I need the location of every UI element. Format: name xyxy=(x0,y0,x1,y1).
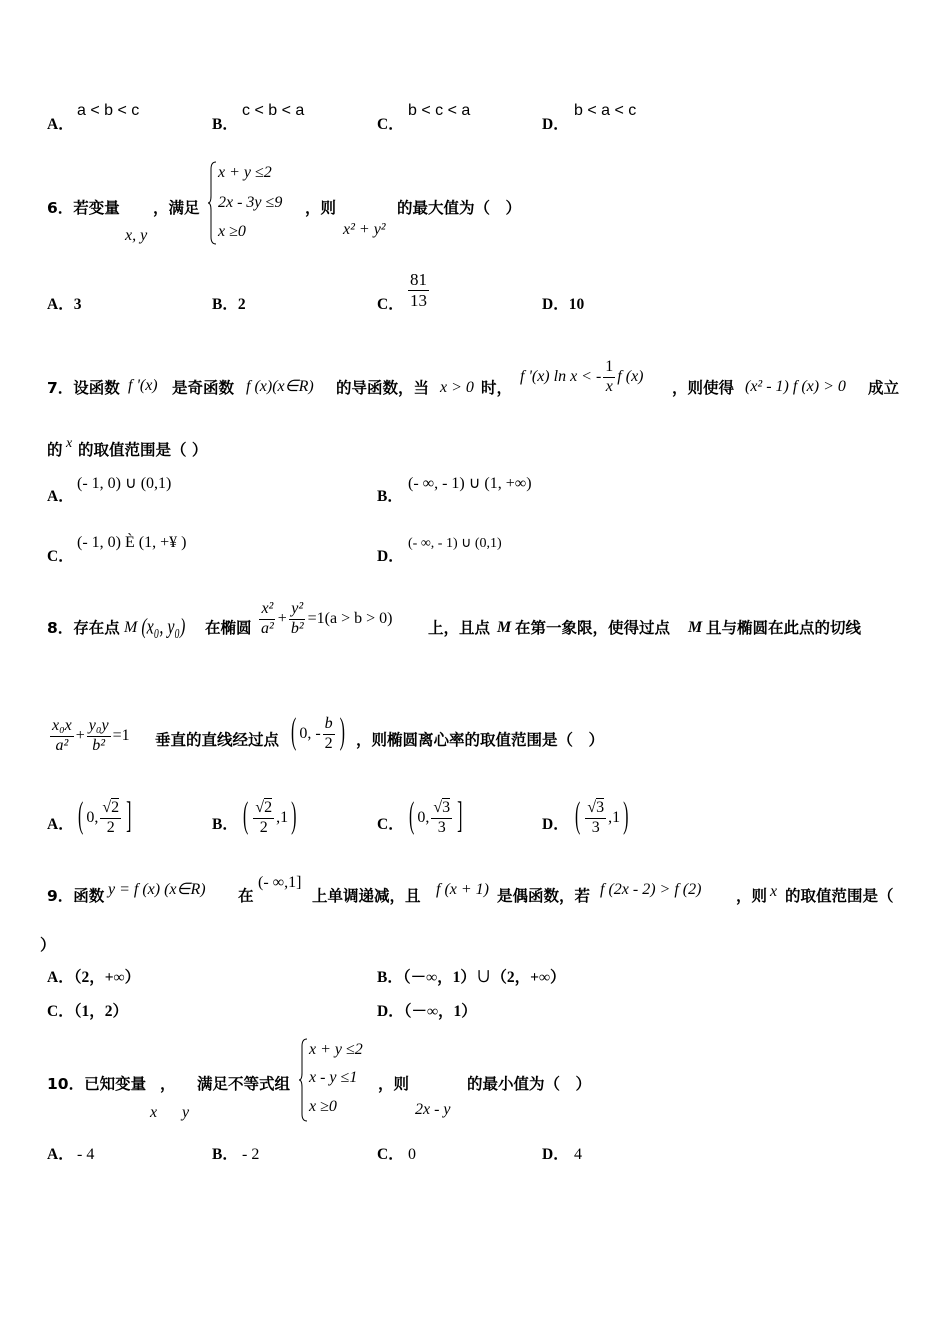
q7-line2-variable: x xyxy=(66,436,73,451)
q8-point-m-ref-2: M xyxy=(688,619,703,636)
q8-ellipse-equation xyxy=(257,594,392,644)
q8-option-d-label: D． xyxy=(542,816,569,833)
q7-text-4: 时， xyxy=(481,379,513,397)
q9-text-2: 在 xyxy=(238,887,254,905)
q8-option-d-open: ( xyxy=(575,797,581,837)
q6-option-c-numerator: 81 xyxy=(410,270,427,289)
q8-tangent-rest: =1 xyxy=(112,727,130,745)
sqrt-sign: √ xyxy=(433,799,443,817)
q8-option-a-close: ] xyxy=(126,797,132,837)
q8-tangent-y-denominator: b² xyxy=(92,736,106,754)
q9-stem-start xyxy=(47,887,104,906)
q10-target-expression: 2x - y xyxy=(415,1101,451,1118)
q6-system-line-1: x + y ≤2 xyxy=(218,164,272,181)
q8-text-3: 上，且点 xyxy=(428,619,491,637)
q10-option-a-value: - 4 xyxy=(77,1146,95,1163)
q8-option-d-interval xyxy=(572,790,631,846)
q6-option-c-label: C． xyxy=(377,296,404,313)
q8-point-left: 0, - xyxy=(299,725,321,743)
q8-point-m-ref-1: M xyxy=(497,619,512,636)
q6-option-d-label: D． xyxy=(542,296,569,313)
q10-variable-y: y xyxy=(182,1104,190,1121)
q6-option-a-value: 3 xyxy=(73,296,82,313)
q6-option-c-fraction xyxy=(408,270,429,310)
q7-stem-start xyxy=(47,379,120,398)
q9-option-d xyxy=(377,1003,477,1022)
q8-tangent-plus: + xyxy=(75,727,85,745)
q8-point-m xyxy=(124,614,185,642)
q9-shifted-function: f (x + 1) xyxy=(436,881,489,898)
q6-option-a xyxy=(47,296,81,315)
q9-text-5: ，则 xyxy=(736,887,768,905)
q9-text-6: 的取值范围是（ xyxy=(785,887,894,905)
q8-text-1: 存在点 xyxy=(73,619,120,637)
q8-tangent-x-numerator: x₀x xyxy=(50,717,74,736)
q8-option-b-label: B． xyxy=(212,816,238,833)
q7-line2-text-1: 的 xyxy=(47,441,63,459)
q8-option-b-open: ( xyxy=(243,797,249,837)
q10-option-b-label: B． xyxy=(212,1146,238,1163)
q7-option-b-label: B． xyxy=(377,488,403,505)
q10-system-line-1: x + y ≤2 xyxy=(309,1041,363,1058)
q9-option-b-value: （－∞，1）∪（2，+∞） xyxy=(402,969,566,986)
q9-variable: x xyxy=(770,883,778,900)
q9-option-d-label: D． xyxy=(377,1003,404,1020)
q8-option-a-open: ( xyxy=(78,797,84,837)
q8-option-c-pre: 0, xyxy=(417,809,430,827)
q8-point-numerator: b xyxy=(323,715,335,734)
q8-ellipse-y-numerator: y² xyxy=(289,600,305,619)
q8-option-c-interval xyxy=(406,790,465,846)
q6-text-1: 若变量 xyxy=(73,199,120,217)
q10-option-c-value: 0 xyxy=(408,1146,416,1163)
q6-number: 6． xyxy=(47,199,74,217)
q8-text-2: 在椭圆 xyxy=(205,619,252,637)
q8-ellipse-fraction-x xyxy=(259,600,276,638)
q8-option-c-denominator: 3 xyxy=(437,818,446,836)
q9-function: y = f (x) (x∈R) xyxy=(108,881,206,898)
q9-text-4: 是偶函数，若 xyxy=(497,887,591,905)
q7-inequality-right: f (x) xyxy=(617,368,644,386)
q7-option-c-value: (- 1, 0) È (1, +¥ ) xyxy=(77,534,187,551)
q8-point-close-paren: ) xyxy=(339,713,345,753)
q10-text-2: 满足不等式组 xyxy=(197,1075,291,1093)
q8-option-b-radicand: 2 xyxy=(264,799,273,817)
q10-text-3: ，则 xyxy=(378,1075,410,1093)
q5-option-d-label: D． xyxy=(542,116,569,133)
q6-stem-start xyxy=(47,199,120,218)
q6-text-3: ，则 xyxy=(305,199,337,217)
q8-option-a-pre: 0, xyxy=(86,809,99,827)
q8-option-b-close: ) xyxy=(291,797,297,837)
q8-option-d-denominator: 3 xyxy=(591,818,600,836)
q8-option-a-radicand: 2 xyxy=(111,799,120,817)
q7-text-3: 的导函数，当 xyxy=(336,379,430,397)
q9-option-d-value: （－∞，1） xyxy=(403,1003,477,1020)
q8-number: 8． xyxy=(47,619,74,637)
q5-option-a-value: a < b < c xyxy=(77,102,140,119)
q10-option-b-value: - 2 xyxy=(242,1146,260,1163)
q8-option-b-interval xyxy=(240,790,299,846)
q7-option-a-value: (- 1, 0) ∪ (0,1) xyxy=(77,475,172,492)
q8-tangent-fraction-x xyxy=(50,717,74,755)
q10-stem-start xyxy=(47,1075,146,1094)
q8-option-b-denominator: 2 xyxy=(259,818,268,836)
q9-interval: (- ∞,1] xyxy=(258,874,302,891)
q8-option-b-post: ,1 xyxy=(276,809,289,827)
q8-option-c-open: ( xyxy=(409,797,415,837)
q10-separator: ， xyxy=(160,1075,176,1093)
q5-option-c-label: C． xyxy=(377,116,404,133)
q10-option-d-label: D． xyxy=(542,1146,569,1163)
q5-option-c-value: b < c < a xyxy=(408,102,471,119)
q8-ellipse-x-numerator: x² xyxy=(259,600,275,619)
q10-system-brace xyxy=(298,1038,308,1122)
q7-number: 7． xyxy=(47,379,74,397)
q9-option-b-label: B． xyxy=(377,969,403,986)
q8-option-a-label: A． xyxy=(47,816,74,833)
q8-option-b-fraction xyxy=(253,799,274,837)
q7-fraction-denominator: x xyxy=(605,377,613,395)
q10-variable-x: x xyxy=(150,1104,158,1121)
q8-text-5: 且与椭圆在此点的切线 xyxy=(706,619,862,637)
q8-option-a-interval xyxy=(75,790,134,846)
q8-ellipse-rest: =1(a > b > 0) xyxy=(307,610,393,628)
q10-option-a-label: A． xyxy=(47,1146,74,1163)
sqrt-sign: √ xyxy=(587,799,597,817)
sqrt-sign: √ xyxy=(255,799,265,817)
q7-target-inequality: (x² - 1) f (x) > 0 xyxy=(745,378,846,395)
q8-option-d-close: ) xyxy=(623,797,629,837)
q10-option-c-label: C． xyxy=(377,1146,404,1163)
q9-line2: ） xyxy=(40,936,56,954)
q9-option-c-label: C． xyxy=(47,1003,74,1020)
q7-text-2: 是奇函数 xyxy=(172,379,235,397)
q6-option-b-value: 2 xyxy=(237,296,246,313)
q8-tangent-x-denominator: a² xyxy=(55,736,69,754)
q8-tangent-y-numerator: y₀y xyxy=(87,717,111,736)
q6-option-d-value: 10 xyxy=(568,296,585,313)
q8-option-a-fraction xyxy=(100,799,121,837)
q6-option-b xyxy=(212,296,246,315)
q7-option-a-label: A． xyxy=(47,488,74,505)
q10-text-1: 已知变量 xyxy=(84,1075,147,1093)
q6-option-b-label: B． xyxy=(212,296,238,313)
q8-ellipse-x-denominator: a² xyxy=(261,619,274,637)
q7-text-5: ，则使得 xyxy=(672,379,735,397)
q6-variables: x, y xyxy=(125,227,148,244)
q7-inequality-fraction xyxy=(603,358,615,396)
q6-text-2: ，满足 xyxy=(153,199,200,217)
q9-option-c-value: （1，2） xyxy=(73,1003,128,1020)
q8-text-4: 在第一象限，使得过点 xyxy=(515,619,671,637)
q9-option-a-label: A． xyxy=(47,969,74,986)
q8-ellipse-y-denominator: b² xyxy=(290,619,304,637)
q10-system-line-3: x ≥0 xyxy=(309,1098,337,1115)
q7-condition: x > 0 xyxy=(440,379,474,396)
q9-inequality: f (2x - 2) > f (2) xyxy=(600,881,702,898)
q8-point-m-coords: (x₀, y₀) xyxy=(141,615,186,640)
q8-ellipse-plus: + xyxy=(277,610,287,628)
q5-option-d-value: b < a < c xyxy=(574,102,637,119)
q8-option-d-radicand: 3 xyxy=(596,799,605,817)
q9-option-a-value: （2，+∞） xyxy=(73,969,141,986)
q8-point-m-name: M xyxy=(124,619,138,637)
q8-option-d-numerator xyxy=(585,799,606,818)
q8-option-a-denominator: 2 xyxy=(106,818,115,836)
q5-option-b-label: B． xyxy=(212,116,238,133)
q8-option-d-fraction xyxy=(585,799,606,837)
q10-number: 10． xyxy=(47,1075,85,1093)
q10-system-line-2: x - y ≤1 xyxy=(309,1069,358,1086)
q8-stem-start xyxy=(47,619,120,638)
q7-option-c-label: C． xyxy=(47,548,74,565)
q8-option-c-radicand: 3 xyxy=(442,799,451,817)
q7-derivative: f '(x) xyxy=(128,377,158,394)
q9-text-3: 上单调递减，且 xyxy=(312,887,421,905)
q10-text-4: 的最小值为（ ） xyxy=(467,1075,592,1093)
q8-point-fraction xyxy=(323,715,335,753)
q9-option-c xyxy=(47,1003,128,1022)
q6-option-c-denominator: 13 xyxy=(410,290,427,310)
q8-point-denominator: 2 xyxy=(324,734,333,752)
q7-line2-text-2: 的取值范围是（ ） xyxy=(78,441,208,459)
q6-option-a-label: A． xyxy=(47,296,74,313)
q7-fraction-numerator: 1 xyxy=(603,358,615,377)
q6-system-line-2: 2x - 3y ≤9 xyxy=(218,194,283,211)
q9-text-1: 函数 xyxy=(73,887,105,905)
q8-text-6: 垂直的直线经过点 xyxy=(155,731,280,749)
q7-derivative-inequality xyxy=(520,354,644,400)
q8-ellipse-fraction-y xyxy=(289,600,306,638)
q7-option-b-value: (- ∞, - 1) ∪ (1, +∞) xyxy=(408,475,532,492)
q6-text-4: 的最大值为（ ） xyxy=(397,199,522,217)
q9-number: 9． xyxy=(47,887,74,905)
q10-option-d-value: 4 xyxy=(574,1146,582,1163)
q7-text-6: 成立 xyxy=(868,379,900,397)
q5-option-a-label: A． xyxy=(47,116,74,133)
q6-option-d xyxy=(542,296,584,315)
q8-point-open-paren: ( xyxy=(291,713,297,753)
q8-option-c-numerator xyxy=(431,799,452,818)
q8-option-c-fraction xyxy=(431,799,452,837)
q8-option-a-numerator xyxy=(100,799,121,818)
q9-option-b xyxy=(377,969,566,988)
q7-option-d-label: D． xyxy=(377,548,404,565)
q7-text-1: 设函数 xyxy=(73,379,120,397)
q7-inequality-left: f '(x) ln x < - xyxy=(520,368,602,386)
q8-option-d-post: ,1 xyxy=(608,809,621,827)
q7-function: f (x)(x∈R) xyxy=(246,378,314,395)
q8-option-b-numerator xyxy=(253,799,274,818)
q6-system-line-3: x ≥0 xyxy=(218,223,246,240)
q8-text-7: ，则椭圆离心率的取值范围是（ ） xyxy=(356,731,605,749)
q7-option-d-value: (- ∞, - 1) ∪ (0,1) xyxy=(408,536,502,551)
q8-tangent-fraction-y xyxy=(87,717,111,755)
q8-tangent-equation xyxy=(48,711,130,761)
q6-system-brace xyxy=(207,161,217,245)
sqrt-sign: √ xyxy=(102,799,112,817)
q9-option-a xyxy=(47,969,140,988)
q8-line-point xyxy=(288,707,348,761)
q8-option-c-label: C． xyxy=(377,816,404,833)
q8-option-c-close: ] xyxy=(457,797,463,837)
q5-option-b-value: c < b < a xyxy=(242,102,305,119)
q6-target-expression: x² + y² xyxy=(343,221,386,238)
